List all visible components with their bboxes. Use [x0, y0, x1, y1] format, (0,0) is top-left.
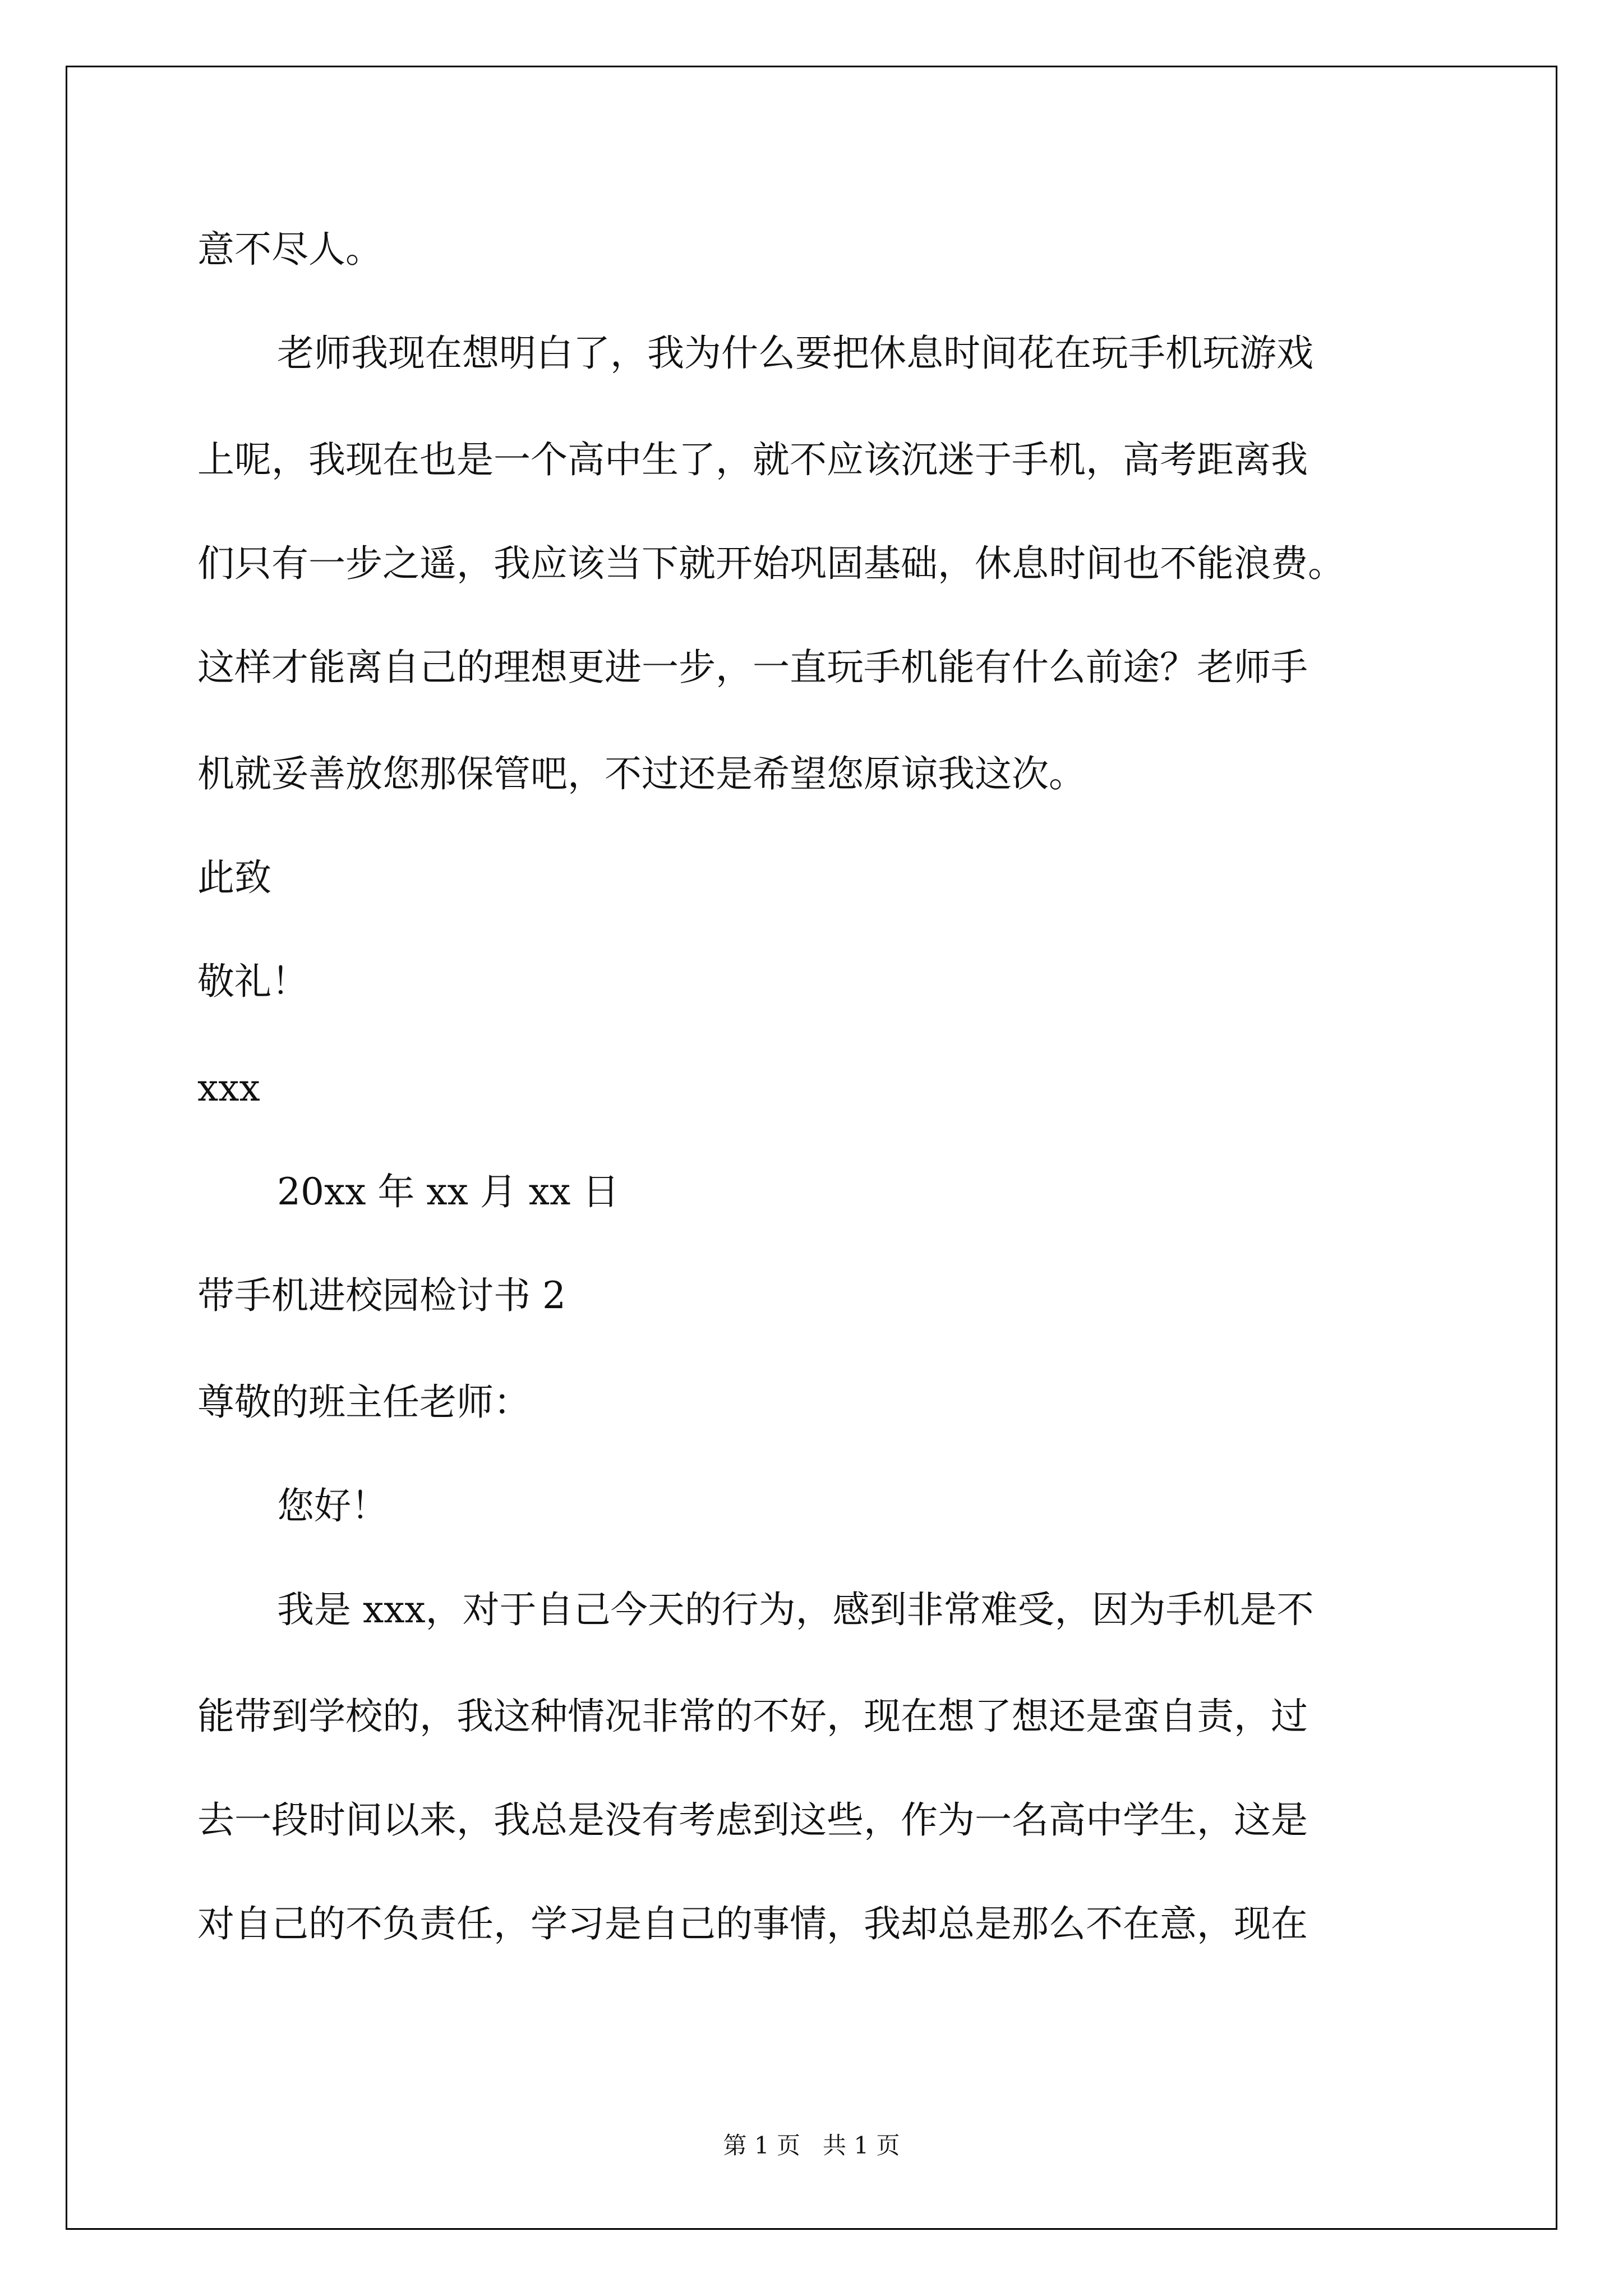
signature: xxx: [197, 1066, 260, 1110]
text-line: 们只有一步之遥，我应该当下就开始巩固基础，休息时间也不能浪费。: [197, 542, 1345, 585]
section-title: 带手机进校园检讨书 2: [197, 1274, 566, 1317]
text-line: 上呢，我现在也是一个高中生了，就不应该沉迷于手机，高考距离我: [197, 438, 1308, 481]
page-number-footer: 第 1 页 共 1 页: [723, 2132, 900, 2159]
date-line: 20xx 年 xx 月 xx 日: [277, 1170, 620, 1213]
salutation: 尊敬的班主任老师：: [197, 1381, 531, 1424]
text-line: 能带到学校的，我这种情况非常的不好，现在想了想还是蛮自责，过: [197, 1695, 1308, 1738]
greeting: 您好！: [277, 1484, 388, 1527]
text-line: 我是 xxx，对于自己今天的行为，感到非常难受，因为手机是不: [277, 1588, 1314, 1631]
closing-line: 此致: [197, 856, 271, 899]
text-line: 这样才能离自己的理想更进一步，一直玩手机能有什么前途？老师手: [197, 646, 1308, 689]
text-line: 机就妥善放您那保管吧，不过还是希望您原谅我这次。: [197, 752, 1086, 795]
text-line: 对自己的不负责任，学习是自己的事情，我却总是那么不在意，现在: [197, 1902, 1308, 1945]
text-line: 意不尽人。: [197, 228, 382, 271]
text-line: 去一段时间以来，我总是没有考虑到这些，作为一名高中学生，这是: [197, 1798, 1308, 1842]
text-line: 老师我现在想明白了，我为什么要把休息时间花在玩手机玩游戏: [277, 332, 1313, 375]
closing-line: 敬礼！: [197, 960, 308, 1003]
